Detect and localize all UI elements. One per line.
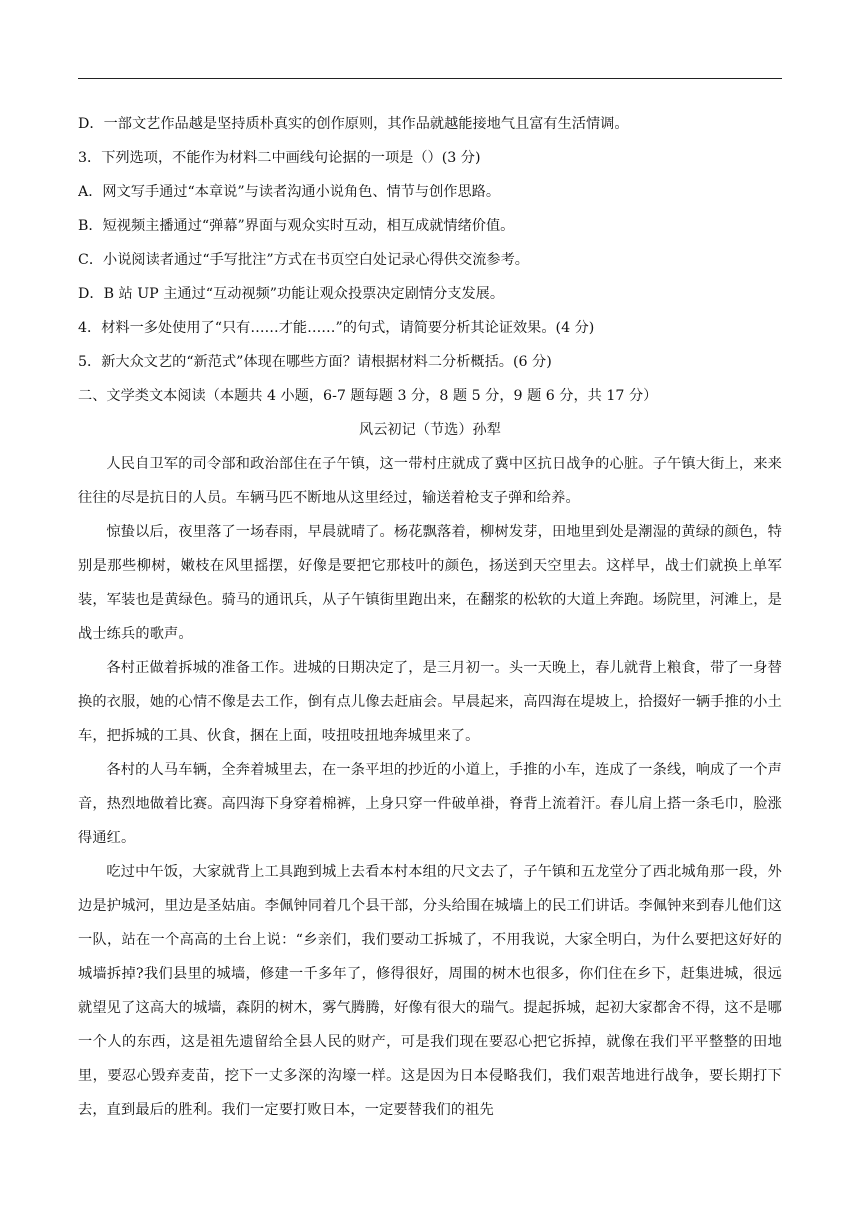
document-page [78,0,782,1216]
question-3-option-b: B．短视频主播通过“弹幕”界面与观众实时互动，相互成就情绪价值。 [78,218,515,234]
section-2-heading: 二、文学类文本阅读（本题共 4 小题，6-7 题每题 3 分，8 题 5 分，9 题 6 分，共 17 分） [78,388,658,404]
question-3-option-d: D．B 站 UP 主通过“互动视频”功能让观众投票决定剧情分支发展。 [78,286,505,302]
question-5: 5．新大众文艺的“新范式”体现在哪些方面？请根据材料二分析概括。(6 分) [78,354,552,370]
passage-paragraph: 各村正做着拆城的准备工作。进城的日期决定了，是三月初一。头一天晚上，春儿就背上粮食，带了一身替换的衣服，她的心情不像是去工作，倒有点儿像去赶庙会。早晨起来，高四海在堤坡上，拾掇好一辆手推的小土车，把拆城的工具、伙食，捆在上面，吱扭吱扭地奔城里来了。 [78,660,782,744]
question-3-option-c: C．小说阅读者通过“手写批注”方式在书页空白处记录心得供交流参考。 [78,252,529,268]
passage-paragraph: 吃过中午饭，大家就背上工具跑到城上去看本村本组的尺文去了，子午镇和五龙堂分了西北城角那一段，外边是护城河，里边是圣姑庙。李佩钟同着几个县干部，分头给围在城墙上的民工们讲话。李佩钟来到春儿他们这一队，站在一个高高的土台上说：“乡亲们，我们要动工拆城了，不用我说，大家全明白，为什么要把这好好的城墙拆掉?我们县里的城墙，修建一千多年了，修得很好，周围的树木也很多，你们住在乡下，赶集进城，很远就望见了这高大的城墙，森阴的树木，雾气腾腾，好像有很大的瑞气。提起拆城，起初大家都舍不得，这不是哪一个人的东西，这是祖先遗留给全县人民的财产，可是我们现在要忍心把它拆掉，就像在我们平平整整的田地里，要忍心毁弃麦苗，挖下一丈多深的沟壕一样。这是因为日本侵略我们，我们艰苦地进行战争，要长期打下去，直到最后的胜利。我们一定要打败日本，一定要替我们的祖先 [78,864,782,1118]
question-4: 4．材料一多处使用了“只有……才能……”的句式，请简要分析其论证效果。(4 分) [78,320,595,336]
option-d-previous-question: D．一部文艺作品越是坚持质朴真实的创作原则，其作品就越能接地气且富有生活情调。 [78,116,629,132]
passage-title: 风云初记（节选）孙犁 [359,422,501,438]
document-body [78,107,782,1127]
question-3-option-a: A．网文写手通过“本章说”与读者沟通小说角色、情节与创作思路。 [78,184,501,200]
passage-paragraph: 惊蛰以后，夜里落了一场春雨，早晨就晴了。杨花飘落着，柳树发芽，田地里到处是潮湿的黄绿的颜色，特别是那些柳树，嫩枝在风里摇摆，好像是要把它那枝叶的颜色，扬送到天空里去。这样早，战士们就换上单军装，军装也是黄绿色。骑马的通讯兵，从子午镇街里跑出来，在翻浆的松软的大道上奔跑。场院里，河滩上，是战士练兵的歌声。 [78,524,782,642]
passage-paragraph: 各村的人马车辆，全奔着城里去，在一条平坦的抄近的小道上，手推的小车，连成了一条线，响成了一个声音，热烈地做着比赛。高四海下身穿着棉裤，上身只穿一件破单褂，脊背上流着汗。春儿肩上搭一条毛巾，脸涨得通红。 [78,762,782,846]
question-3: 3．下列选项，不能作为材料二中画线句论据的一项是（）(3 分) [78,150,481,166]
header-rule [78,78,782,79]
passage-paragraph: 人民自卫军的司令部和政治部住在子午镇，这一带村庄就成了冀中区抗日战争的心脏。子午镇大街上，来来往往的尽是抗日的人员。车辆马匹不断地从这里经过，输送着枪支子弹和给养。 [78,456,782,506]
